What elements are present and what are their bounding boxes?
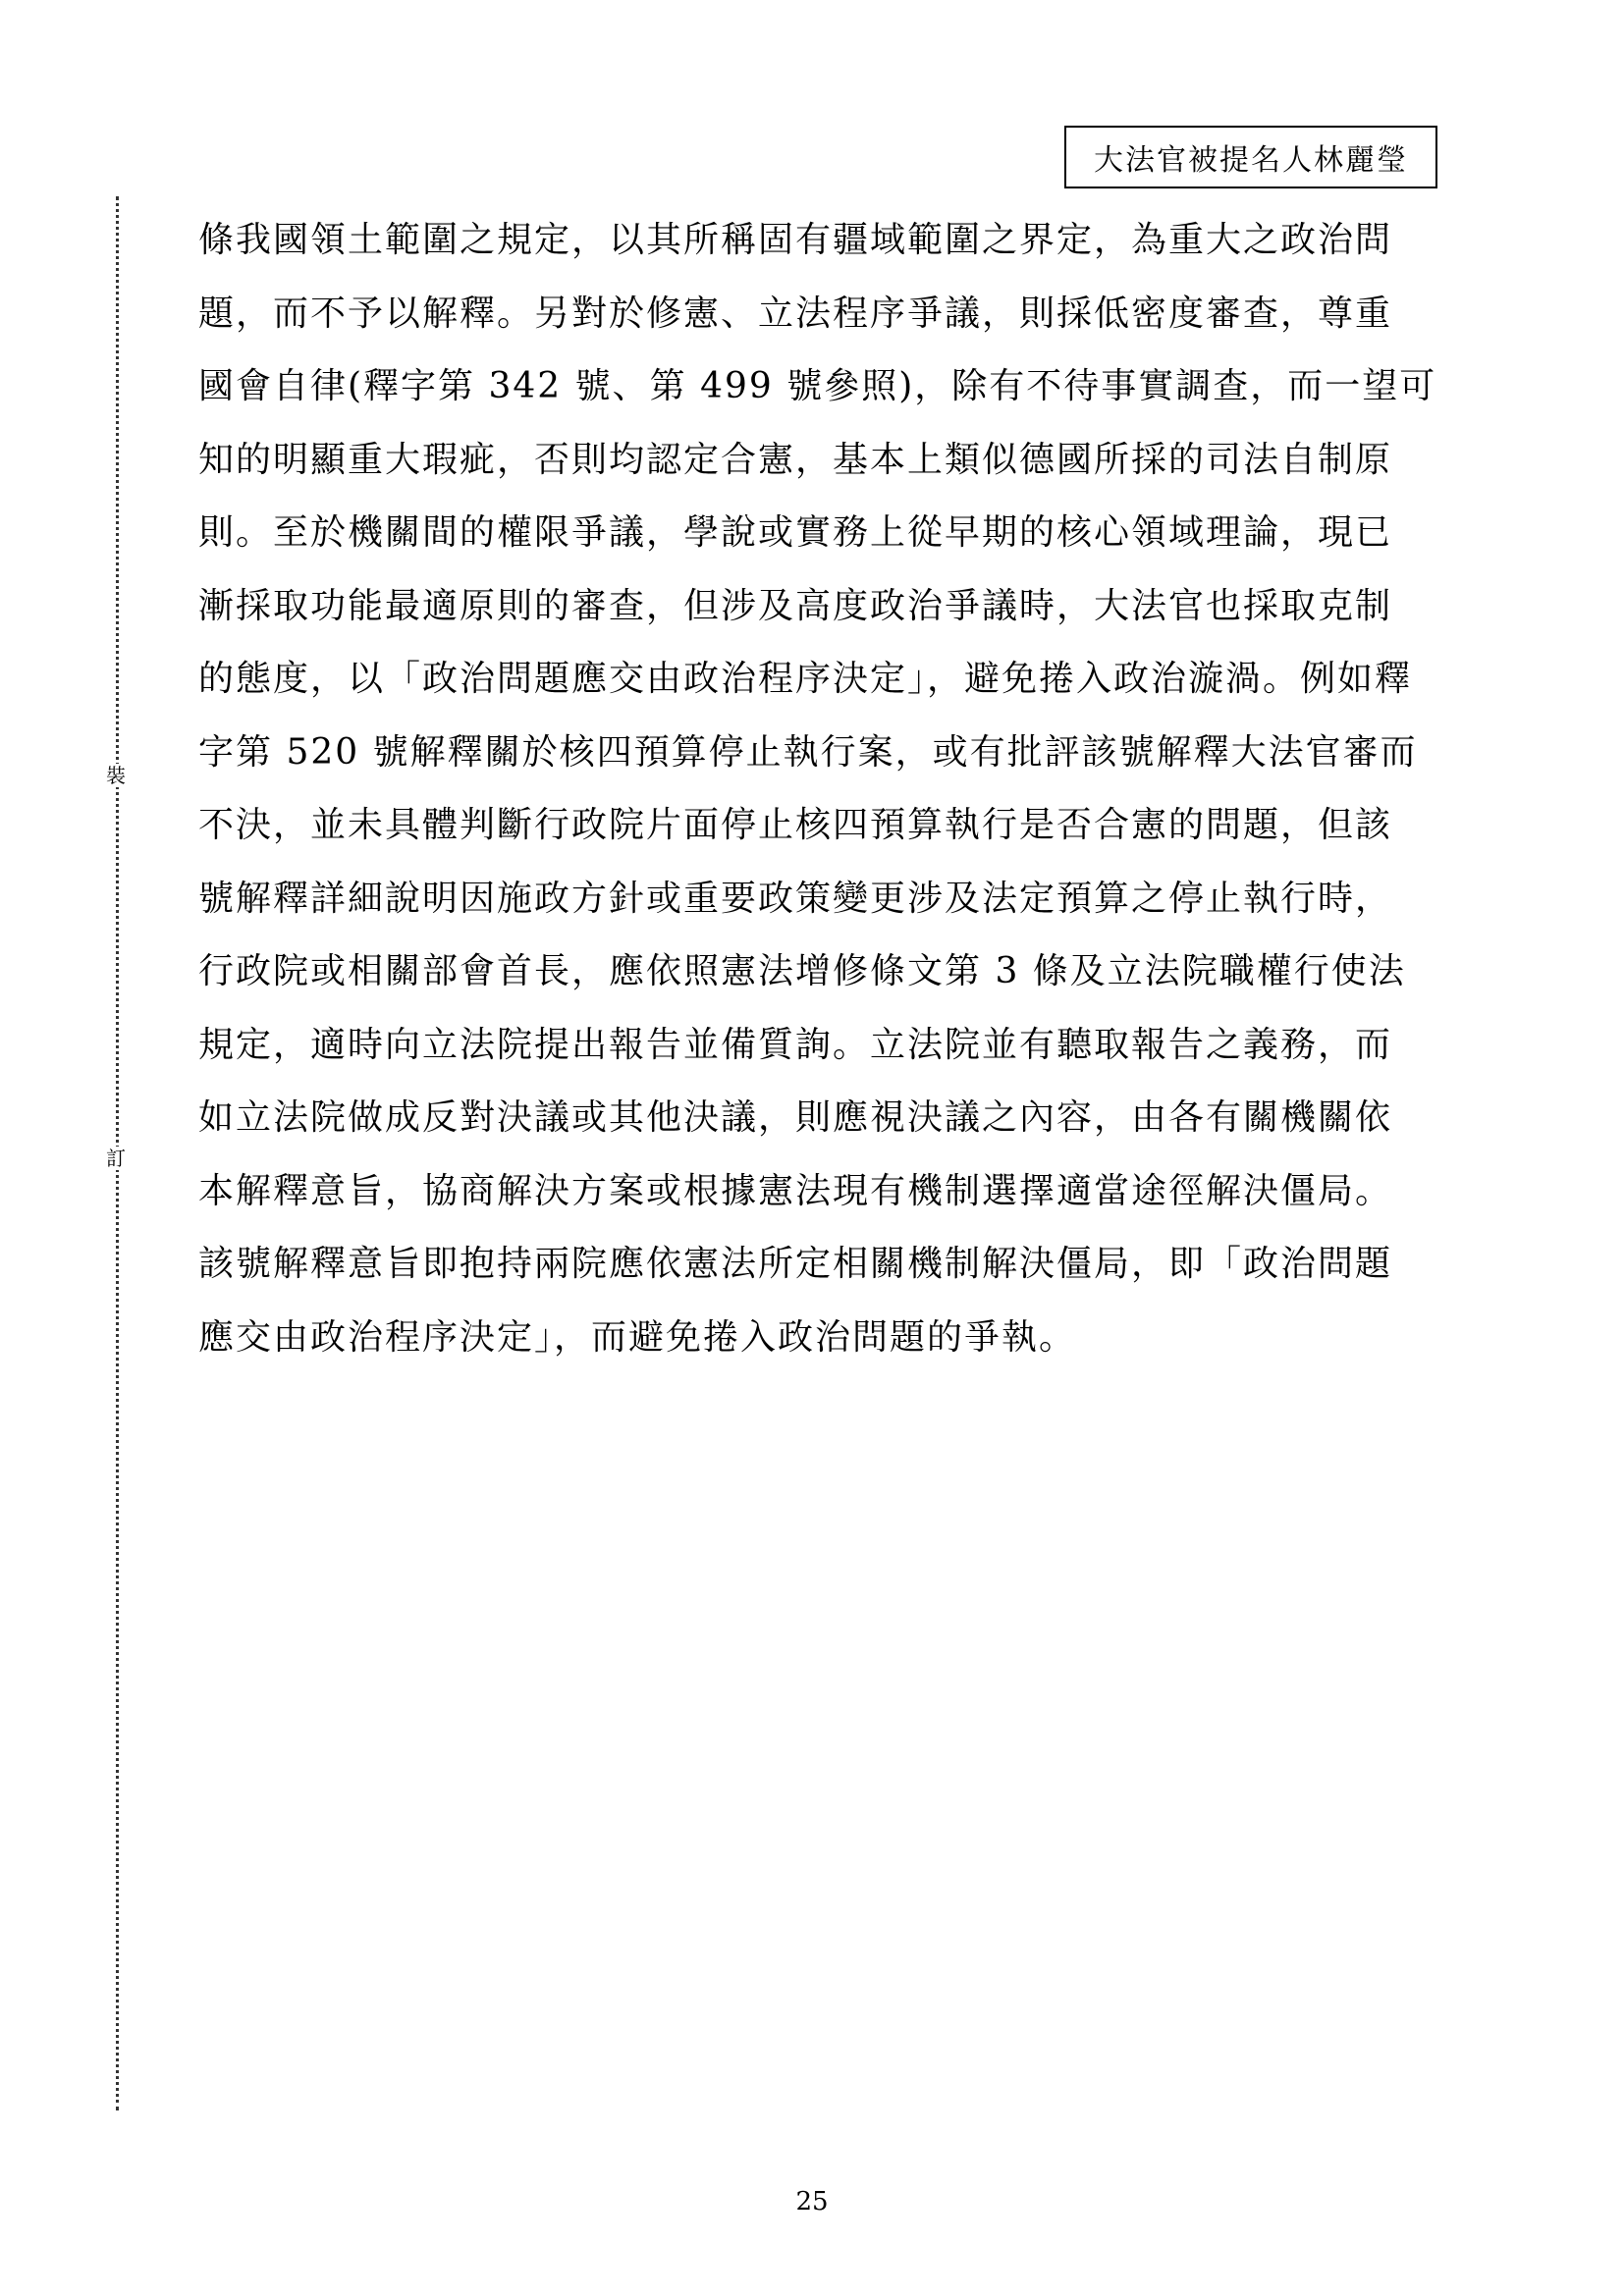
document-header-label: 大法官被提名人林麗瑩 — [1064, 126, 1437, 188]
text-line: 該號解釋意旨即抱持兩院應依憲法所定相關機制解決僵局，即「政治問題 — [198, 1244, 1393, 1284]
text-line: 規定，適時向立法院提出報告並備質詢。立法院並有聽取報告之義務，而 — [198, 1024, 1393, 1065]
text-line: 國會自律(釋字第 342 號、第 499 號參照)，除有不待事實調查，而一望可 — [198, 366, 1437, 406]
text-line: 行政院或相關部會首長，應依照憲法增修條文第 3 條及立法院職權行使法 — [198, 951, 1406, 991]
text-line: 的態度，以「政治問題應交由政治程序決定」，避免捲入政治漩渦。例如釋 — [198, 659, 1413, 699]
page-number: 25 — [795, 2187, 829, 2216]
body-paragraph — [198, 204, 1445, 1374]
text-line: 如立法院做成反對決議或其他決議，則應視決議之內容，由各有關機關依 — [198, 1097, 1393, 1138]
text-line: 條我國領土範圍之規定，以其所稱固有疆域範圍之界定，為重大之政治問 — [198, 220, 1393, 260]
text-line: 則。至於機關間的權限爭議，學說或實務上從早期的核心領域理論，現已 — [198, 512, 1393, 553]
text-line: 應交由政治程序決定」，而避免捲入政治問題的爭執。 — [198, 1316, 1077, 1358]
text-line: 漸採取功能最適原則的審查，但涉及高度政治爭議時，大法官也採取克制 — [198, 585, 1393, 626]
binding-mark-top: 裝 — [102, 764, 130, 787]
text-line: 號解釋詳細說明因施政方針或重要政策變更涉及法定預算之停止執行時， — [198, 878, 1393, 919]
text-line: 不決，並未具體判斷行政院片面停止核四預算執行是否合憲的問題，但該 — [198, 805, 1393, 845]
binding-mark-bottom: 訂 — [102, 1147, 130, 1170]
text-line: 本解釋意旨，協商解決方案或根據憲法現有機制選擇適當途徑解決僵局。 — [198, 1170, 1393, 1211]
text-line: 知的明顯重大瑕疵，否則均認定合憲，基本上類似德國所採的司法自制原 — [198, 439, 1393, 480]
text-line: 字第 520 號解釋關於核四預算停止執行案，或有批評該號解釋大法官審而 — [198, 731, 1418, 773]
text-line: 題，而不予以解釋。另對於修憲、立法程序爭議，則採低密度審查，尊重 — [198, 293, 1393, 334]
